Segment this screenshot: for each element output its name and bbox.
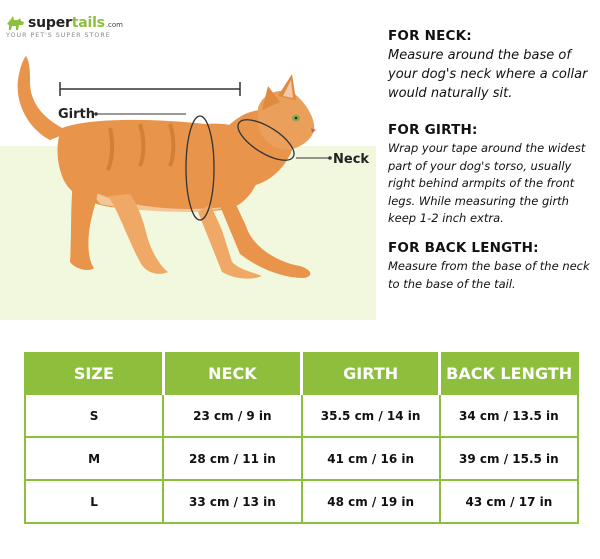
girth-instruction-heading: FOR GIRTH:: [388, 122, 478, 138]
girth-cell: 41 cm / 16 in: [302, 437, 440, 480]
table-row: [25, 480, 578, 523]
girth-instruction-text: Wrap your tape around the widest part of your dog's torso, usually right behind armpits of the front legs. While measuring the girth keep 1-2 inch extra.: [388, 141, 586, 225]
back-length-instruction-heading: FOR BACK LENGTH:: [388, 240, 539, 256]
neck-cell: 23 cm / 9 in: [163, 394, 301, 437]
neck-label: Neck: [333, 152, 370, 167]
neck-instruction: [388, 28, 594, 103]
dog-logo-icon: [6, 15, 26, 31]
neck-cell: 33 cm / 13 in: [163, 480, 301, 523]
back-length-instruction-text: Measure from the base of the neck to the base of the tail.: [388, 259, 590, 291]
table-row: [25, 437, 578, 480]
back-length-cell: 43 cm / 17 in: [440, 480, 578, 523]
neck-cell: 28 cm / 11 in: [163, 437, 301, 480]
cat-measurement-illustration: [0, 50, 376, 290]
girth-label: Girth: [58, 107, 96, 122]
cat-back-leg-1: [70, 176, 99, 270]
girth-cell: 48 cm / 19 in: [302, 480, 440, 523]
size-cell: M: [25, 437, 163, 480]
neck-instruction-heading: FOR NECK:: [388, 28, 472, 44]
brand-domain: .com: [105, 21, 123, 29]
table-row: [25, 394, 578, 437]
cat-tail: [18, 56, 70, 140]
back-length-cell: 34 cm / 13.5 in: [440, 394, 578, 437]
column-header-size: SIZE: [25, 353, 163, 394]
column-header-back-length: BACK LENGTH: [440, 353, 578, 394]
brand-name: supertails: [28, 15, 105, 31]
size-cell: S: [25, 394, 163, 437]
column-header-neck: NECK: [163, 353, 301, 394]
back-length-cell: 39 cm / 15.5 in: [440, 437, 578, 480]
girth-instruction: [388, 122, 594, 228]
column-header-girth: GIRTH: [302, 353, 440, 394]
girth-cell: 35.5 cm / 14 in: [302, 394, 440, 437]
brand-tagline: YOUR PET'S SUPER STORE: [6, 32, 111, 39]
size-cell: L: [25, 480, 163, 523]
back-length-instruction: [388, 240, 594, 293]
table-header-row: [25, 353, 578, 394]
neck-instruction-text: Measure around the base of your dog's neck where a collar would naturally sit.: [388, 48, 588, 101]
brand-logo: [6, 15, 123, 39]
size-chart-table: [24, 352, 579, 524]
